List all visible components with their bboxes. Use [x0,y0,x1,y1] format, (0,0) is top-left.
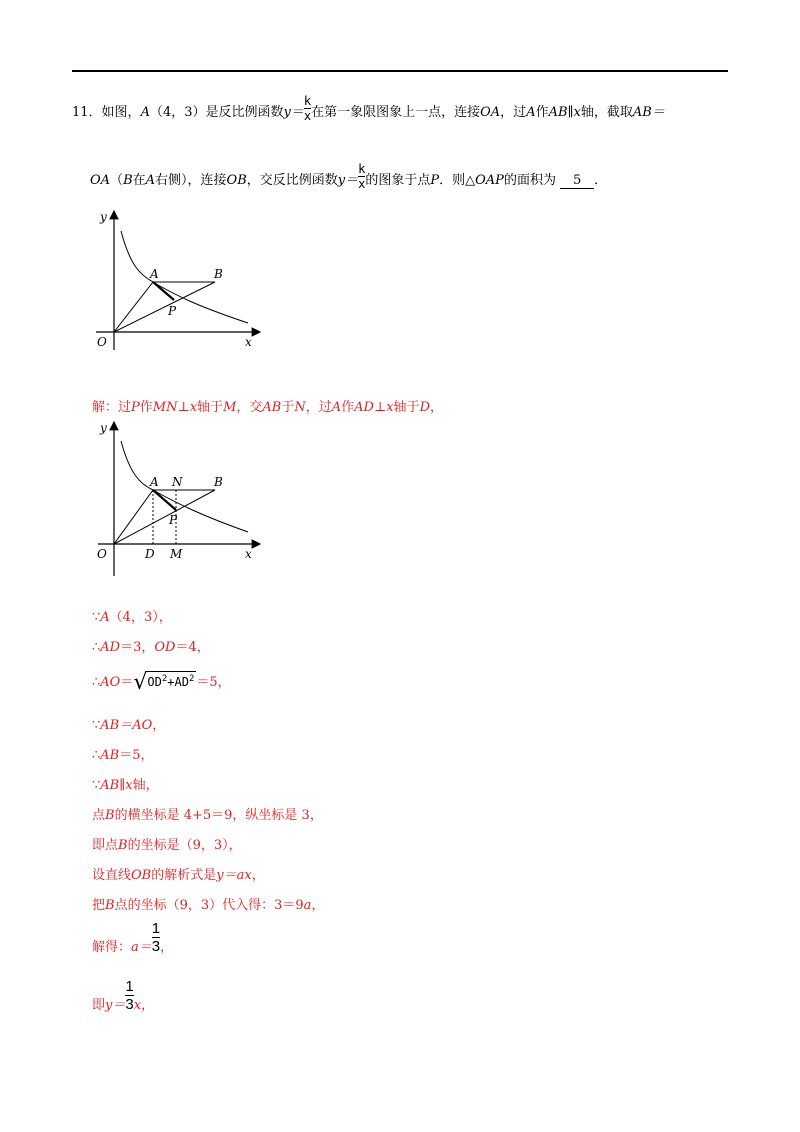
label-A: A [150,267,159,281]
segment-OB [114,282,215,332]
step-10: 把B点的坐标（9，3）代入得：3＝9a， [92,898,325,913]
step-12: 即y＝ $\frac{1}{3}$ x， [92,978,155,1013]
fraction-k-over-x-2: $\frac{k}{x}$ [358,162,366,191]
step-7: 点B的横坐标是 4+5＝9，纵坐标是 3， [92,808,323,823]
question-line-1: 11．如图，A（4，3）是反比例函数y＝ $\frac{k}{x}$ 在第一象限图象上一点，连接OA，过A作AB∥x轴，截取AB＝ [72,94,665,123]
label-P-2: P [169,513,178,527]
step-3: $\therefore AO=√OD^2+AD^2 =5$， [92,670,231,695]
hyperbola-curve-2 [121,441,248,532]
label-O: O [97,335,107,349]
figure-1 [88,205,268,355]
figure-2 [88,416,268,581]
label-M-2: M [170,547,183,561]
step-11: 解得：a＝ $\frac{1}{3}$ ， [92,920,174,955]
fraction-one-third-2: $\frac{1}{3}$ [125,978,134,1013]
label-x: x [245,335,252,349]
label-P: P [168,304,177,318]
label-x-2: x [245,547,252,561]
step-4: ∵AB＝AO， [92,718,166,733]
label-B-2: B [214,475,223,489]
label-O-2: O [97,547,107,561]
step-8: 即点B的坐标是（9，3）， [92,838,242,853]
step-6: ∵AB∥x轴， [92,778,159,793]
question-line-2: OA（B在A右侧），连接OB，交反比例函数y＝ $\frac{k}{x}$ 的图象于点P．则△OAP的面积为 5 ． [90,162,608,191]
label-B: B [214,267,223,281]
answer-blank: 5 [560,173,594,189]
segment-OA-2 [114,490,153,544]
label-y: y [100,210,107,224]
label-y-2: y [100,421,107,435]
label-N-2: N [172,475,183,489]
label-D-2: D [145,547,155,561]
segment-OA [114,282,153,332]
step-9: 设直线OB的解析式是y＝ax， [92,868,265,883]
header-rule [72,70,728,72]
label-A-2: A [150,475,159,489]
fraction-k-over-x: $\frac{k}{x}$ [303,94,312,123]
step-5: ∴AB＝5， [92,748,154,763]
step-1: ∵A（4，3）， [92,610,172,625]
sqrt-expression: $√OD^2+AD^2$ [133,670,195,695]
hyperbola-curve [121,231,248,323]
solution-intro: 解：过P作MN⊥x轴于M，交AB于N，过A作AD⊥x轴于D， [92,400,444,415]
segment-OB-2 [114,490,215,544]
fraction-one-third: $\frac{1}{3}$ [151,920,161,955]
step-2: ∴AD＝3，OD＝4， [92,640,210,655]
segment-AP [153,282,174,300]
